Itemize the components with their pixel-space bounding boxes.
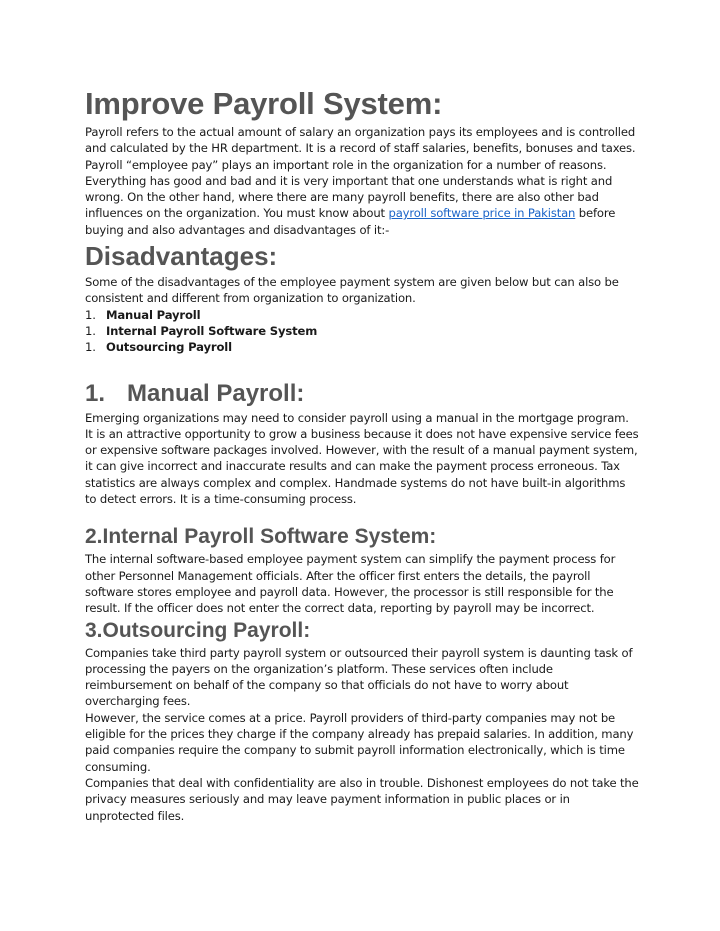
manual-payroll-number: 1. xyxy=(85,379,106,407)
list-item xyxy=(85,339,640,355)
list-item-label: Manual Payroll xyxy=(106,307,201,322)
list-item-label: Outsourcing Payroll xyxy=(106,340,232,355)
list-item-number: 1. xyxy=(85,340,96,355)
document-page xyxy=(85,84,640,824)
list-item-label: Internal Payroll Software System xyxy=(106,323,318,338)
disadvantages-list xyxy=(85,307,640,356)
intro-paragraph-2-text: Everything has good and bad and it is very important that one understands what is right and wrong. On the other hand, where there are many payroll benefits, there are also other bad influences on the organization. You must know about xyxy=(85,173,613,221)
manual-payroll-heading xyxy=(85,378,640,410)
intro-paragraph-2-tail: before buying and also advantages and disadvantages of it:- xyxy=(85,206,616,237)
internal-payroll-heading: 2.Internal Payroll Software System: xyxy=(85,525,437,549)
list-item xyxy=(85,323,640,339)
manual-payroll-title: Manual Payroll: xyxy=(127,379,305,407)
internal-payroll-text: The internal software-based employee payment system can simplify the payment process for other Personnel Management officials. After the officer first enters the details, the payroll software stores employee and payroll data. However, the processor is still responsible for the result. If the officer does not enter the correct data, reporting by payroll may be incorrect. xyxy=(85,552,616,616)
outsourcing-paragraph-3: Companies that deal with confidentiality are also in trouble. Dishonest employees do not take the privacy measures seriously and may leave payment information in public places or in unprotected files. xyxy=(85,775,639,823)
disadvantages-text: Some of the disadvantages of the employee payment system are given below but can also be consistent and different from organization to organization. xyxy=(85,275,619,306)
manual-payroll-text: Emerging organizations may need to consider payroll using a manual in the mortgage program. It is an attractive opportunity to grow a business because it does not have expensive service fees or expensive software packages involved. However, with the result of a manual payment system, it can give incorrect and inaccurate results and can make the payment process erroneous. Tax statistics are always complex and complex. Handmade systems do not have built-in algorithms to detect errors. It is a time-consuming process. xyxy=(85,410,639,507)
payroll-software-price-link[interactable]: payroll software price in Pakistan xyxy=(388,206,576,221)
outsourcing-paragraph-1: Companies take third party payroll system or outsourced their payroll system is daunting task of processing the payers on the organization’s platform. These services often include reimbursement on behalf of the company so that officials do not have to worry about overcharging fees. xyxy=(85,645,633,709)
outsourcing-paragraph-2: However, the service comes at a price. Payroll providers of third-party companies may not be eligible for the prices they charge if the company already has prepaid salaries. In addition, many paid companies require the company to submit payroll information electronically, which is time consuming. xyxy=(85,710,634,774)
list-item-number: 1. xyxy=(85,307,96,322)
intro-paragraph-1: Payroll refers to the actual amount of salary an organization pays its employees and is controlled and calculated by the HR department. It is a record of staff salaries, benefits, bonuses and taxes. Payroll “employee pay” plays an important role in the organization for a number of reasons. xyxy=(85,125,636,172)
page-title: Improve Payroll System: xyxy=(85,86,443,121)
list-item xyxy=(85,307,640,323)
outsourcing-payroll-heading: 3.Outsourcing Payroll: xyxy=(85,618,311,642)
list-item-number: 1. xyxy=(85,323,96,338)
disadvantages-heading: Disadvantages: xyxy=(85,241,278,272)
intro-paragraph-2 xyxy=(85,173,640,238)
